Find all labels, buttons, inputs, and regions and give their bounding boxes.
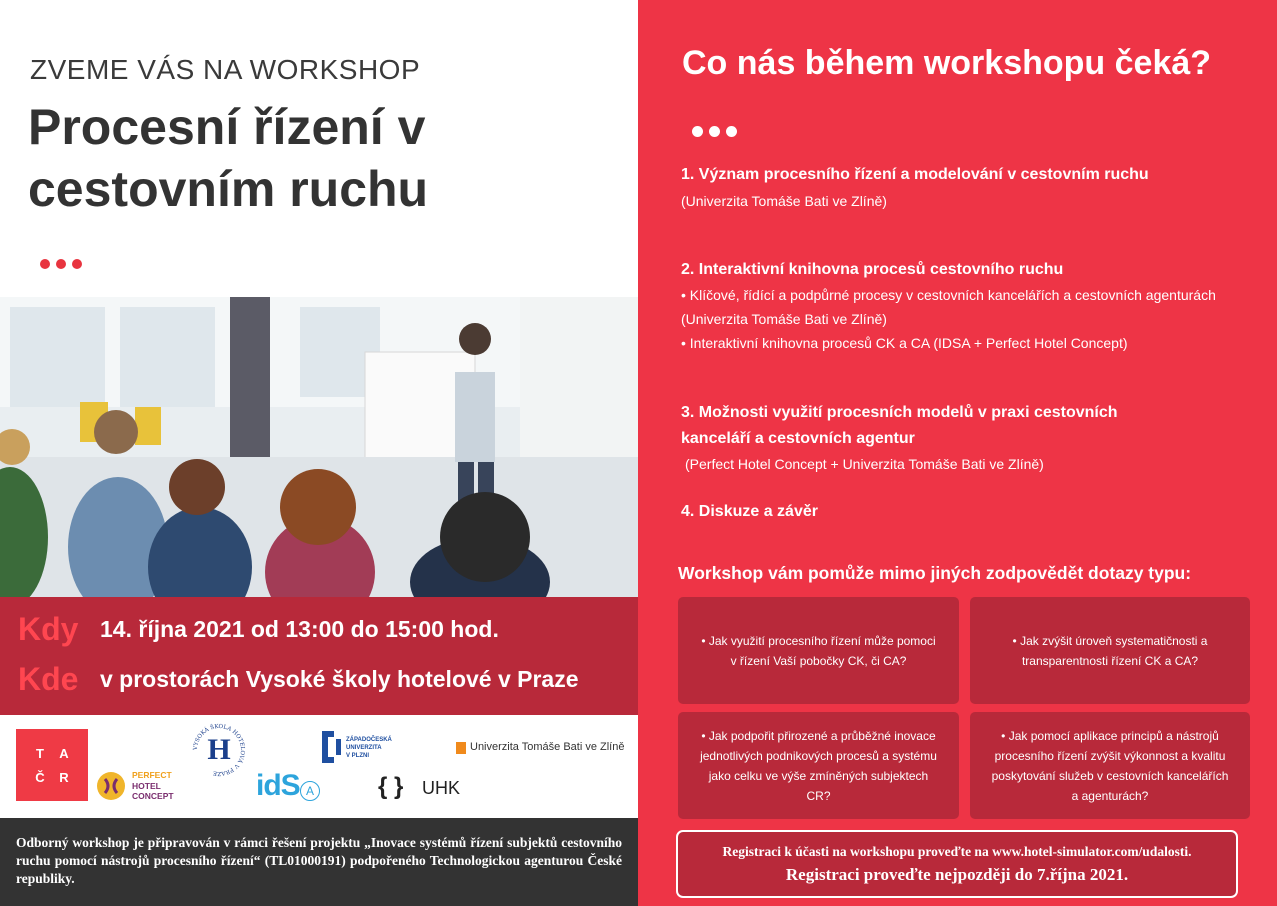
where-label: Kde — [18, 661, 79, 697]
title-line-1: Procesní řízení v — [28, 99, 426, 155]
registration-url-text: Registraci k účasti na workshopu proveďte na www.hotel-simulator.com/udalosti. — [722, 844, 1192, 859]
agenda-item-1-note: (Univerzita Tomáše Bati ve Zlíně) — [681, 193, 887, 209]
registration-box — [676, 830, 1238, 898]
project-footnote: Odborný workshop je připravován v rámci řešení projektu „Inovace systémů řízení subjektů cestovního ruchu pomocí nástrojů procesního řízení“ (TL01000191) podpořeného Technologickou agenturou České republiky. — [0, 818, 638, 906]
agenda-item-2: 2. Interaktivní knihovna procesů cestovního ruchu — [681, 261, 1064, 278]
invitation-kicker: ZVEME VÁS NA WORKSHOP — [30, 54, 421, 85]
where-value: v prostorách Vysoké školy hotelové v Praze — [100, 666, 579, 692]
agenda-title: Co nás během workshopu čeká? — [682, 44, 1212, 82]
question-card-3: • Jak podpořit přirozené a průběžné inovace jednotlivých podnikových procesů a systému jako celku ve výše zmíněných subjektech CR? — [678, 712, 959, 819]
when-label: Kdy — [18, 611, 79, 647]
title-line-2: cestovním ruchu — [28, 161, 429, 217]
agenda-item-2-point-1: • Klíčové, řídící a podpůrné procesy v cestovních kancelářích a cestovních agenturách (Univerzita Tomáše Bati ve Zlíně) — [681, 287, 1216, 327]
left-panel — [0, 0, 638, 906]
perfect-hotel-logo: PERFECT HOTEL CONCEPT — [96, 769, 191, 805]
agenda-item-2-point-2: • Interaktivní knihovna procesů CK a CA (IDSA + Perfect Hotel Concept) — [681, 335, 1128, 351]
partner-logos — [0, 715, 638, 818]
question-card-2: • Jak zvýšit úroveň systematičnosti a transparentnosti řízení CK a CA? — [970, 597, 1250, 704]
where-row — [18, 661, 579, 698]
agenda-item-1: 1. Význam procesního řízení a modelování v cestovním ruchu — [681, 166, 1149, 183]
idsa-logo: idS A — [256, 769, 326, 805]
question-card-4: • Jak pomocí aplikace principů a nástrojů procesního řízení zvýšit výkonnost a kvalitu poskytování služeb v cestovních kancelářích a agenturách? — [970, 712, 1250, 819]
registration-deadline: Registraci proveďte nejpozději do 7.října 2021. — [785, 865, 1129, 884]
workshop-title — [28, 96, 608, 220]
question-card-1: • Jak využití procesního řízení může pomoci v řízení Vaší pobočky CK, či CA? — [678, 597, 959, 704]
questions-heading: Workshop vám pomůže mimo jiných zodpovědět dotazy typu: — [678, 563, 1192, 583]
agenda-item-3-line-1: 3. Možnosti využití procesních modelů v praxi cestovních — [681, 404, 1118, 421]
agenda-item-3-line-2: kanceláří a cestovních agentur — [681, 430, 915, 447]
right-panel — [638, 0, 1277, 906]
seminar-photo — [0, 297, 638, 597]
vsh-logo: VYSOKÁ ŠKOLA HOTELOVÁ V PRAZE H — [192, 723, 246, 777]
when-value: 14. října 2021 od 13:00 do 15:00 hod. — [100, 616, 499, 642]
utb-logo: Univerzita Tomáše Bati ve Zlíně — [456, 741, 636, 757]
zcu-logo: ZÁPADOČESKÁ UNIVERZITA V PLZNI — [320, 729, 420, 769]
decorative-dots — [40, 259, 82, 269]
when-row — [18, 611, 499, 648]
agenda-item-4: 4. Diskuze a závěr — [681, 503, 818, 520]
agenda-item-3-note: (Perfect Hotel Concept + Univerzita Tomáše Bati ve Zlíně) — [685, 456, 1044, 472]
svg-text:VYSOKÁ ŠKOLA HOTELOVÁ V PRAZE: VYSOKÁ ŠKOLA HOTELOVÁ V PRAZE — [192, 723, 246, 777]
decorative-dots — [692, 126, 737, 137]
uhk-logo: { } UHK — [378, 773, 461, 800]
tacr-logo: T A Č R — [16, 729, 88, 801]
date-location-band — [0, 597, 638, 715]
